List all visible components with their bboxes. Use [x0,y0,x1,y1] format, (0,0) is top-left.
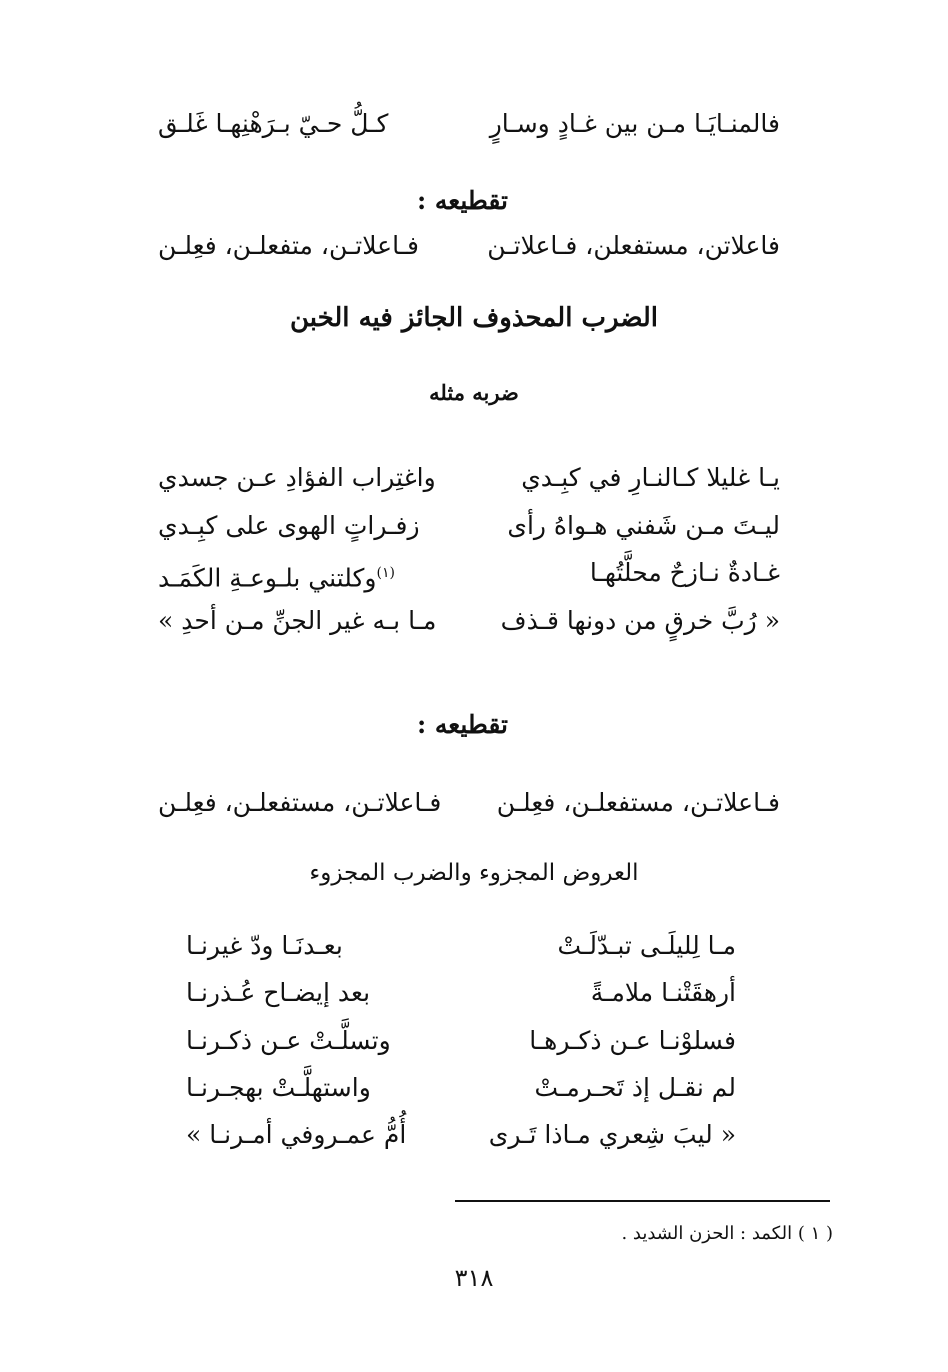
verse2-2-left: بعد إيضـاح عُـذرنـا [186,978,371,1007]
verse-4-left: مـا بـه غير الجنِّ مـن أحدِ » [158,606,437,635]
verse2-4-right: لم نقـل إذ تَحـرمـتْ [534,1073,736,1102]
footnote-divider [455,1200,830,1202]
verse2-3-left: وتسلَّـتْ عـن ذكـرنـا [186,1026,391,1055]
section-heading-1: الضرب المحذوف الجائز فيه الخبن [289,303,659,333]
verse-1-left: واغتِراب الفؤادِ عـن جسدي [158,463,436,492]
page-number: ٣١٨ [454,1264,494,1292]
verse2-1-left: بعـدنَـا ودّ غيرنـا [186,931,343,960]
taqti-label-2: تقطيعه : [416,710,508,739]
scansion-1-right: فاعلاتن، مستفعلن، فـاعلاتـن [487,231,780,260]
verse-4-right: « رُبَّ خرقٍ من دونها قـذف [500,606,780,635]
taqti-label-1: تقطيعه : [416,186,508,215]
scansion-2-right: فـاعلاتـن، مستفعلـن، فعِلـن [496,788,780,817]
section-heading-2: العروض المجزوء والضرب المجزوء [309,860,639,886]
verse2-3-right: فسلوْنـا عـن ذكـرهـا [529,1026,736,1055]
verse2-5-left: أُمُّ عمـروفي أمـرنـا » [186,1120,407,1149]
footnote: ( ١ ) الكمد : الحزن الشديد . [621,1223,833,1244]
verse-2-left: زفـراتٍ الهوى على كبِـدي [158,511,420,540]
verse-3-right: غـادةٌ نـازحٌ محلَّتُهـا [589,558,780,587]
verse-1-right: يـا غليلا كـالنـارِ في كبِـدي [521,463,780,492]
opening-verse-left: كـلُّ حـيّ بـرَهْنِهـا غَلـق [158,109,389,138]
verse-2-right: ليـتَ مـن شَفني هـواهُ رأى [507,511,780,540]
verse2-2-right: أرهقَتْنـا ملامـةً [590,978,736,1007]
section-subheading-1: ضربه مثله [429,380,519,405]
verse2-4-left: واستهلَّـتْ بهجـرنـا [186,1073,371,1102]
footnote-mark: (١) [376,565,395,581]
scansion-2-left: فـاعلاتـن، مستفعلـن، فعِلـن [158,788,442,817]
opening-verse-right: فالمنـايَـا مـن بين غـادٍ وسـارٍ [489,109,780,138]
scansion-1-left: فـاعلاتـن، متفعلـن، فعِلـن [158,231,419,260]
verse2-1-right: مـا لِليلَـى تبـدّلَـتْ [557,931,736,960]
verse-3-left: $^{(١)}$وكلتني بلـوعـةِ الكَمَـد [158,563,395,593]
verse2-5-right: « ليبَ شِعري مـاذا تَـرى [488,1120,736,1149]
